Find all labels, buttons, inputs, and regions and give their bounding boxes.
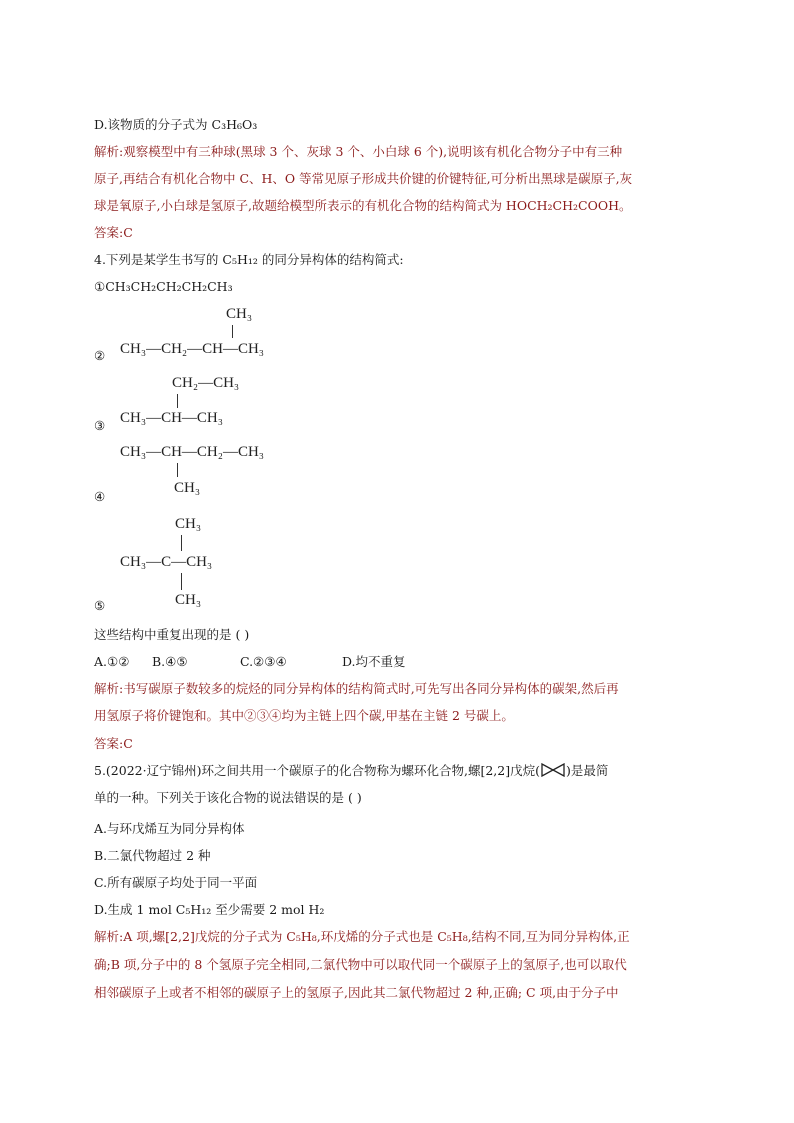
s5-branch-top: CH₃ [175,516,202,532]
s5-main-chain: CH₃—C—CH₃ [120,554,213,570]
s2-bond-vertical [232,325,233,338]
s4-number: ④ [94,489,106,504]
s2-number: ② [94,348,106,363]
q3-analysis-line-1: 解析:观察模型中有三种球(黑球 3 个、灰球 3 个、小白球 6 个),说明该有机化合物分子中有三种 [94,144,623,159]
q4-question: 这些结构中重复出现的是 ( ) [94,627,250,642]
q5-option-c: C.所有碳原子均处于同一平面 [94,875,258,890]
s3-main-chain: CH₃—CH—CH₃ [120,410,223,426]
q5-analysis-line-3: 相邻碳原子上或者不相邻的碳原子上的氢原子,因此其二氯代物超过 2 种,正确; C 项,由于分子中 [94,985,619,1000]
q4-options [94,653,406,671]
q5-analysis-line-1: 解析:A 项,螺[2,2]戊烷的分子式为 C₅H₈,环戊烯的分子式也是 C₅H₈,结构不同,互为同分异构体,正 [94,929,630,944]
q4-option-c: C.②③④ [239,654,287,669]
s3-bond-vertical [177,394,178,408]
q4-stem: 4.下列是某学生书写的 C₅H₁₂ 的同分异构体的结构简式: [94,252,404,267]
q5-option-a: A.与环戊烯互为同分异构体 [94,821,245,836]
s5-bond-vertical-bottom [181,573,182,590]
q5-stem-line-2: 单的一种。下列关于该化合物的说法错误的是 ( ) [94,790,362,805]
q5-option-d: D.生成 1 mol C₅H₁₂ 至少需要 2 mol H₂ [94,902,325,917]
s3-branch-top: CH₂—CH₃ [172,375,240,391]
s2-branch-top: CH₃ [226,306,253,322]
q4-option-d: D.均不重复 [341,654,406,669]
q4-answer: 答案:C [94,736,133,751]
q4-option-b: B.④⑤ [151,654,188,669]
q5-stem-part-2: )是最简 [565,763,609,778]
q4-analysis-line-2: 用氢原子将价键饱和。其中②③④均为主链上四个碳,甲基在主链 2 号碳上。 [94,708,514,723]
q3-analysis-line-3: 球是氧原子,小白球是氢原子,故题给模型所表示的有机化合物的结构简式为 HOCH₂CH₂COOH。 [94,198,632,213]
q3-answer: 答案:C [94,225,133,240]
s4-branch-bottom: CH₃ [174,480,201,496]
q4-option-a: A.①② [94,654,130,669]
s5-number: ⑤ [94,598,106,613]
q3-analysis-line-2: 原子,再结合有机化合物中 C、H、O 等常见原子形成共价键的价键特征,可分析出黑球是碳原子,灰 [94,171,633,186]
s3-number: ③ [94,418,106,433]
q3-option-d: D.该物质的分子式为 C₃H₆O₃ [94,117,258,132]
q5-option-b: B.二氯代物超过 2 种 [94,848,211,863]
q5-stem-line-1 [94,762,608,780]
q5-analysis-line-2: 确;B 项,分子中的 8 个氢原子完全相同,二氯代物中可以取代同一个碳原子上的氢原子,也可以取代 [94,957,627,972]
s5-branch-bottom: CH₃ [175,592,202,608]
q4-structure-1: ①CH₃CH₂CH₂CH₂CH₃ [94,279,233,294]
s4-main-chain: CH₃—CH—CH₂—CH₃ [120,444,265,460]
s2-main-chain: CH₃—CH₂—CH—CH₃ [120,341,265,357]
q5-stem-part-1: 5.(2022·辽宁锦州)环之间共用一个碳原子的化合物称为螺环化合物,螺[2,2]戊烷( [94,763,540,778]
s4-bond-vertical [177,463,178,477]
s5-bond-vertical-top [181,535,182,551]
spiropentane-structure-icon [540,763,566,777]
q4-analysis-line-1: 解析:书写碳原子数较多的烷烃的同分异构体的结构简式时,可先写出各同分异构体的碳架,然后再 [94,681,619,696]
